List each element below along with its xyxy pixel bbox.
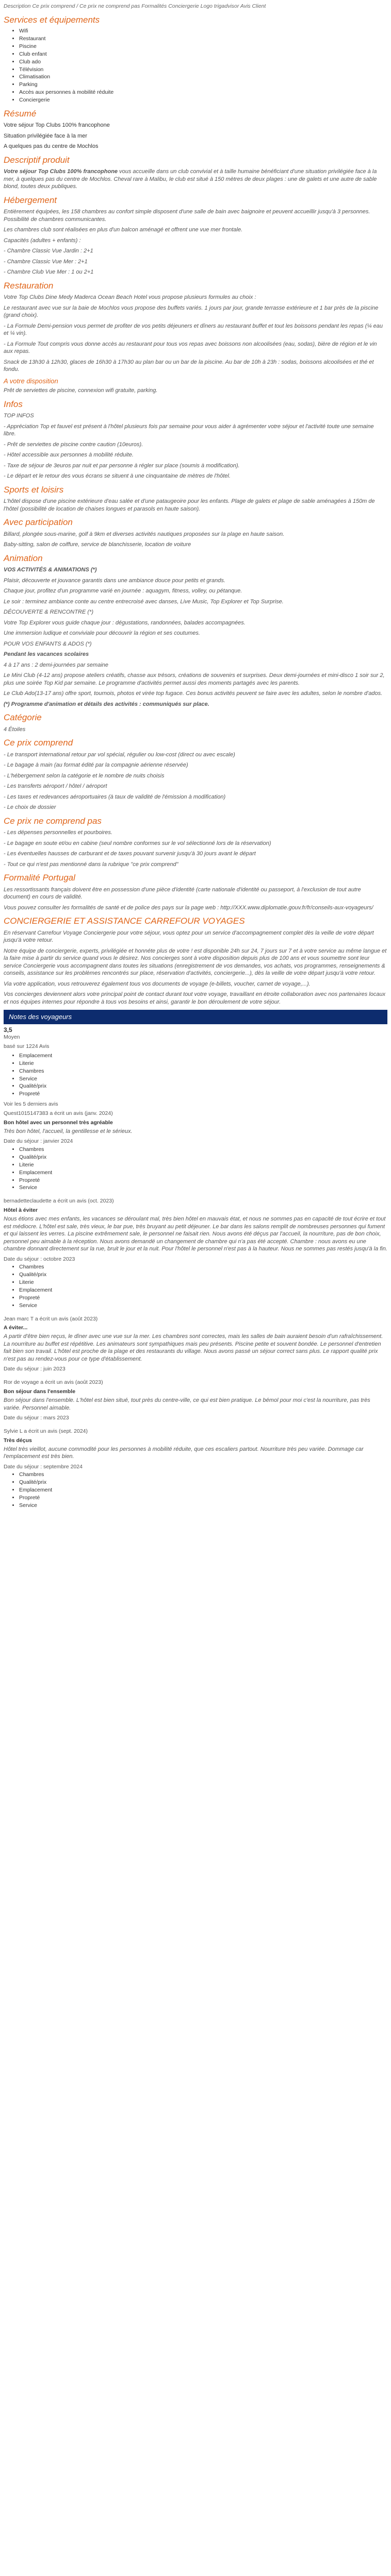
- review-date: Date du séjour : septembre 2024: [4, 1463, 83, 1470]
- review-body: Nous étions avec mes enfants, les vacances se déroulant mal, très bien hôtel en mauvais état, et nous ne sommes pas en capacité de tout écrire et tout est médiocre. L'hôtel est sale, très vieux, le bar pue, très bruyant au petit déjeuner. Le bar dans les salons remplit de nombreuses personnes qui fument et qui laissent les verres. La piscine extrêmement sale, le personnel ne faisait rien. Nous avons été déçus par l'accueil, la nourriture, pas de bon choix, personnel peu aimable à la réception. Nous avons demandé un changement de chambre qui n'a pas été accepté. Chambre : nous avons eu une chambre donnant directement sur la rue, bruit le jour et la nuit. Pour l'hôtel le personnel n'est pas à la hauteur. Nous ne sommes pas restés jusqu'à la fin.: [4, 1216, 387, 1252]
- prix-title: Ce prix comprend: [4, 738, 73, 748]
- review-criteria: [4, 1471, 387, 1509]
- prix-not-title: Ce prix ne comprend pas: [4, 816, 102, 826]
- reviews-count: Voir les 5 derniers avis: [4, 1101, 58, 1108]
- formalites-title: Formalité Portugal: [4, 873, 75, 883]
- list-item: • Accès aux personnes à mobilité réduite: [19, 89, 387, 96]
- prix-item: - Les transferts aéroport / hôtel / aéroport: [4, 783, 107, 790]
- list-item: • Climatisation: [19, 74, 387, 81]
- services-list: [4, 28, 387, 104]
- animation-p12-bold: (*) Programme d'animation et détails des activités : communiqués sur place.: [4, 701, 209, 707]
- review-date: Date du séjour : janvier 2024: [4, 1138, 73, 1145]
- review-author: Sylvie L a écrit un avis (sept. 2024): [4, 1428, 88, 1434]
- formalites-p1: Les ressortissants français doivent être en possession d'une pièce d'identité (carte nationale d'identité ou passeport, à l'exclusion de tout autre document) en cours de validité.: [4, 886, 361, 901]
- list-item: • Qualité/prix: [19, 1154, 387, 1161]
- list-item: • Chambres: [19, 1264, 387, 1271]
- intro-nav-text: Description Ce prix comprend / Ce prix ne comprend pas Formalités Conciergerie Logo trigadvisor Avis Client: [4, 3, 266, 9]
- list-item: • Service: [19, 1076, 387, 1083]
- review-author: bernadetteclaudette a écrit un avis (oct. 2023): [4, 1198, 114, 1205]
- review-title: Bon hôtel avec un personnel très agréable: [4, 1119, 113, 1126]
- rating-based-on: basé sur 1224 Avis: [4, 1043, 50, 1050]
- animation-p9: 4 à 17 ans : 2 demi-journées par semaine: [4, 662, 109, 668]
- list-item: • Emplacement: [19, 1287, 387, 1294]
- hebergement-p2: Les chambres club sont réalisées en plus d'un balcon aménagé et offrent une vue mer frontale.: [4, 227, 243, 233]
- list-item: • Club enfant: [19, 51, 387, 58]
- review-body: Hôtel très vieillot, aucune commodité pour les personnes à mobilité réduite, que ces escaliers partout. Nourriture très peu variée. Dommage car l'emplacement est très bien.: [4, 1446, 364, 1460]
- list-item: • Service: [19, 1502, 387, 1510]
- list-item: • Chambres: [19, 1068, 387, 1075]
- review-criteria: [4, 1264, 387, 1309]
- review-title: Hôtel à éviter: [4, 1207, 38, 1214]
- services-title: Services et équipements: [4, 14, 100, 25]
- list-item: • Restaurant: [19, 36, 387, 43]
- resume-line: A quelques pas du centre de Mochlos: [4, 143, 99, 150]
- infos-title: Infos: [4, 399, 23, 409]
- formalites-p2[interactable]: Vous pouvez consulter les formalités de santé et de police des pays sur la page web : http://XXX.www.diplomatie.gouv.fr/fr/conseils-aux-voyageurs/: [4, 904, 373, 911]
- review-title: Bon séjour dans l'ensemble: [4, 1388, 76, 1395]
- animation-p10: Le Mini Club (4-12 ans) propose ateliers créatifs, chasse aux trésors, créations de souvenirs et surprises. Deux demi-journées et mini-disco 1 soir sur 2, plus une soirée Top Kid par semaine. Le programme d'activités permet aussi des moments partagés avec les parents.: [4, 672, 385, 686]
- list-item: • Club ado: [19, 59, 387, 66]
- review-title: Très déçus: [4, 1437, 32, 1444]
- animation-p5: Votre Top Explorer vous guide chaque jour : dégustations, randonnées, balades accompagnées.: [4, 619, 246, 626]
- participation-title: Avec participation: [4, 517, 73, 528]
- animation-p7: POUR VOS ENFANTS & ADOS (*): [4, 640, 92, 647]
- sports-p3: Baby-sitting, salon de coiffure, service de blanchisserie, location de voiture: [4, 541, 191, 548]
- review-item: [4, 1379, 387, 1422]
- conciergerie-p2: Notre équipe de conciergerie, experts, privilégiée et honnéte plus de votre ! est disponible 24h sur 24, 7 jours sur 7 et à votre service au même langue et la faire mise à partir du service quand vous le désirez. Nos concierges sont à votre disposition depuis plus de 100 ans et vous soumettre sont leur service Conciergerie vous accompagnent dans toutes les situations (enregistrement de vos demandes, vos achats, vos programmes, renseignements & conseils, assistance sur les problèmes rencontrés sur place, réservation d'activités, conciergerie...), dès la veille de votre départ jusqu'à votre retour.: [4, 947, 387, 977]
- rating-score: 3,5: [4, 1026, 12, 1033]
- animation-p8: [4, 651, 387, 658]
- animation-p2: Chaque jour, profitez d'un programme varié en journée : aquagym, fitness, volley, ou pétanque.: [4, 588, 242, 595]
- animation-p8-bold: Pendant les vacances scolaires: [4, 651, 89, 658]
- restauration-p3: - La Formule Demi-pension vous permet de profiter de vos petits déjeuners et dîners au restaurant buffet et tout les boissons pendant les repas (¼ eau et ¼ vin).: [4, 323, 383, 337]
- list-item: • Propreté: [19, 1091, 387, 1098]
- animation-heading: VOS ACTIVITÉS & ANIMATIONS (*): [4, 567, 97, 573]
- list-item: • Propreté: [19, 1295, 387, 1302]
- list-item: • Chambres: [19, 1471, 387, 1479]
- descriptif-body: vous accueille dans un club convivial et à taille humaine bénéficiant d'une situation privilégiée face à la mer, à quelques pas du centre de Mochlos. Cheval rare à Malibu, le club est situé à 150 mètres de deux plages : une de galets et une autre de sable blond, toutes deux publiques.: [4, 168, 377, 190]
- restauration-p1: Votre Top Clubs Dine Medy Maderca Ocean Beach Hotel vous propose plusieurs formules au choix :: [4, 294, 256, 301]
- review-body: Très bon hôtel, l'accueil, la gentillesse et le sérieux.: [4, 1128, 133, 1134]
- animation-p4: DÉCOUVERTE & RENCONTRE (*): [4, 609, 93, 616]
- list-item: • Qualité/prix: [19, 1479, 387, 1486]
- prix-not-item: - Les éventuelles hausses de carburant et de taxes pouvant survenir jusqu'à 30 jours avant le départ: [4, 851, 256, 857]
- prix-item: - Le choix de dossier: [4, 804, 56, 811]
- reviews-list: [4, 1110, 387, 1510]
- review-date: Date du séjour : octobre 2023: [4, 1256, 75, 1262]
- prix-item: - Le transport international retour par vol spécial, régulier ou low-cost (direct ou avec escale): [4, 751, 235, 758]
- review-item: [4, 1316, 387, 1374]
- prix-not-item: - Tout ce qui n'est pas mentionné dans la rubrique "ce prix comprend": [4, 861, 178, 868]
- review-title: A éviter...: [4, 1325, 28, 1331]
- sports-p2: Billard, plongée sous-marine, golf à 9km et diverses activités nautiques proposées sur la plage en haute saison.: [4, 531, 285, 537]
- conciergerie-p4: Vos concierges deviennent alors votre principal point de contact durant tout votre voyage, travaillant en étroite collaboration avec nos partenaires locaux et nos équipes internes pour répondre à tous vos besoins et ainsi, garantir le bon déroulement de votre séjour.: [4, 991, 386, 1005]
- sports-p1: L'hôtel dispose d'une piscine extérieure d'eau salée et d'une pataugeoire pour les enfants. Plage de galets et plage de sable aménagées à 150m de l'hôtel (possibilité de location de chaises longues et parasols en haute saison).: [4, 498, 375, 512]
- list-item: • Piscine: [19, 43, 387, 50]
- capacity-item: - Chambre Classic Vue Jardin : 2+1: [4, 248, 93, 255]
- top-infos-label: TOP INFOS: [4, 413, 34, 419]
- conciergerie-title: CONCIERGERIE ET ASSISTANCE CARREFOUR VOYAGES: [4, 916, 245, 926]
- resume-line: Votre séjour Top Clubs 100% francophone: [4, 122, 110, 129]
- infos-p2: - Prêt de serviettes de piscine contre caution (10euros).: [4, 441, 143, 448]
- review-author: Quest1015147383 a écrit un avis (janv. 2024): [4, 1110, 113, 1117]
- rating-label: Moyen: [4, 1034, 20, 1041]
- review-item: [4, 1428, 387, 1510]
- animation-p1: Plaisir, découverte et jouvance garantis dans une ambiance douce pour petits et grands.: [4, 577, 225, 584]
- review-criteria: [4, 1146, 387, 1192]
- list-item: • Parking: [19, 81, 387, 89]
- sports-title: Sports et loisirs: [4, 484, 64, 495]
- list-item: • Emplacement: [19, 1053, 387, 1060]
- restauration-p5: Snack de 13h30 à 12h30, glaces de 16h30 à 17h30 au plan bar ou un bar de la piscine. Au bar de 10h à 23h : sodas, boissons alcoolisées et thé et fondu.: [4, 359, 374, 373]
- review-item: [4, 1110, 387, 1192]
- list-item: • Propreté: [19, 1177, 387, 1184]
- infos-p3: - Hôtel accessible aux personnes à mobilité réduite.: [4, 452, 134, 459]
- disposition-text: Prêt de serviettes de piscine, connexion wifi gratuite, parking.: [4, 387, 158, 394]
- prix-item: - Le bagage à main (au format édité par la compagnie aérienne réservée): [4, 762, 188, 769]
- animation-title: Animation: [4, 553, 43, 563]
- descriptif-text: [4, 168, 387, 191]
- categorie-value: 4 Étoiles: [4, 726, 26, 733]
- notes-header: Notes des voyageurs: [4, 1010, 387, 1024]
- review-author: Ror de voyage a écrit un avis (août 2023): [4, 1379, 103, 1386]
- hebergement-title: Hébergement: [4, 195, 57, 205]
- prix-item: - Les taxes et redevances aéroportuaires (à taux de validité de l'émission à modification): [4, 793, 226, 800]
- list-item: • Chambres: [19, 1146, 387, 1154]
- list-item: • Propreté: [19, 1495, 387, 1502]
- hebergement-p1: Entièrement équipées, les 158 chambres au confort simple disposent d'une salle de bain avec baignoire et peuvent accueillir jusqu'à 3 personnes. Possibilité de chambres communicantes.: [4, 209, 370, 223]
- conciergerie-p3: Via votre application, vous retrouverez également tous vos documents de voyage (e-billets, voucher, carnet de voyage,...).: [4, 980, 311, 987]
- prix-not-item: - Les dépenses personnelles et pourboires.: [4, 829, 112, 836]
- capacity-item: - Chambre Classic Vue Mer : 2+1: [4, 258, 88, 265]
- infos-p5: - Le départ et le retour des vous écrans se situent à une cinquantaine de mètres de l'hôtel.: [4, 473, 231, 480]
- categorie-title: Catégorie: [4, 713, 42, 723]
- review-date: Date du séjour : mars 2023: [4, 1415, 69, 1421]
- infos-p4: - Taxe de séjour de 3euros par nuit et par personne à régler sur place (soumis à modification).: [4, 462, 240, 469]
- review-author: Jean marc T a écrit un avis (août 2023): [4, 1315, 98, 1322]
- list-item: • Emplacement: [19, 1170, 387, 1177]
- list-item: • Literie: [19, 1162, 387, 1169]
- prix-not-item: - Le bagage en soute et/ou en cabine (seul nombre conformes sur le vol sélectionné lors de la réservation): [4, 840, 271, 846]
- animation-p6: Une immersion ludique et conviviale pour découvrir la région et ses coutumes.: [4, 630, 200, 637]
- list-item: • Wifi: [19, 28, 387, 35]
- conciergerie-p1: En réservant Carrefour Voyage Conciergerie pour votre séjour, vous optez pour un service d'accompagnement complet dès la veille de votre départ jusqu'à votre retour.: [4, 929, 374, 944]
- list-item: • Emplacement: [19, 1487, 387, 1494]
- review-date: Date du séjour : juin 2023: [4, 1366, 66, 1372]
- list-item: • Service: [19, 1184, 387, 1192]
- prix-item: - L'hébergement selon la catégorie et le nombre de nuits choisis: [4, 772, 165, 779]
- review-item: [4, 1198, 387, 1309]
- list-item: • Service: [19, 1302, 387, 1310]
- disposition-title: A votre disposition: [4, 377, 58, 385]
- restauration-title: Restauration: [4, 280, 54, 291]
- infos-p1: - Appréciation Top et fauvel est présent à l'hôtel plusieurs fois par semaine pour vous aider à agrémenter votre séjour et l'activité toute une semaine libre.: [4, 423, 374, 437]
- animation-p11: Le Club Ado(13-17 ans) offre sport, tournois, photos et virée top fugace. Ces bonus activités peuvent se faire avec les adultes, selon le nombre d'ados.: [4, 690, 383, 697]
- list-item: • Télévision: [19, 66, 387, 74]
- list-item: • Qualité/prix: [19, 1272, 387, 1279]
- descriptif-title: Descriptif produit: [4, 155, 70, 165]
- list-item: • Conciergerie: [19, 97, 387, 104]
- animation-bold: [4, 566, 387, 574]
- restauration-p4: - La Formule Tout compris vous donne accès au restaurant pour tous vos repas avec boissons non alcoolisées (eau, sodas), bière de région et le vin aux repas.: [4, 341, 377, 355]
- resume-line: Situation privilégiée face à la mer: [4, 132, 88, 139]
- list-item: • Qualité/prix: [19, 1083, 387, 1090]
- review-body: A partir d'être bien reçus, le dîner avec une vue sur la mer. Les chambres sont correctes, mais les salles de bain auraient besoin d'un rafraîchissement. La nourriture au buffet est répétitive. Les animateurs sont sympathiques mais peu présents. Piscine petite et souvent bondée. Le personnel d'entretien fait bien son travail. L'hôtel est proche de la plage et des restaurants du village. Nous avons passé un séjour correct sans plus. Le rapport qualité prix n'est pas au rendez-vous pour ce type d'établissement.: [4, 1333, 383, 1362]
- animation-p3: Le soir : terminez ambiance conte au centre entrecroisé avec danses, Live Music, Top Explorer et Top Surprise.: [4, 598, 284, 605]
- list-item: • Literie: [19, 1060, 387, 1067]
- restauration-p2: Le restaurant avec vue sur la baie de Mochlos vous propose des buffets variés. 1 jours par jour, grande terrasse extérieure et 1 bar près de la piscine (grand choix).: [4, 304, 379, 319]
- capacity-label: Capacités (adultes + enfants) :: [4, 237, 81, 244]
- capacity-item: - Chambre Club Vue Mer : 1 ou 2+1: [4, 269, 94, 276]
- descriptif-bold: Votre séjour Top Clubs 100% francophone: [4, 168, 118, 175]
- rating-criteria: [4, 1053, 387, 1098]
- page: [4, 0, 387, 1510]
- list-item: • Literie: [19, 1279, 387, 1286]
- review-body: Bon séjour dans l'ensemble. L'hôtel est bien situé, tout près du centre-ville, ce qui est bien pratique. Le bémol pour moi c'est la nourriture, pas très variée. Personnel aimable.: [4, 1397, 370, 1411]
- animation-p12: [4, 701, 387, 708]
- resume-title: Résumé: [4, 108, 37, 118]
